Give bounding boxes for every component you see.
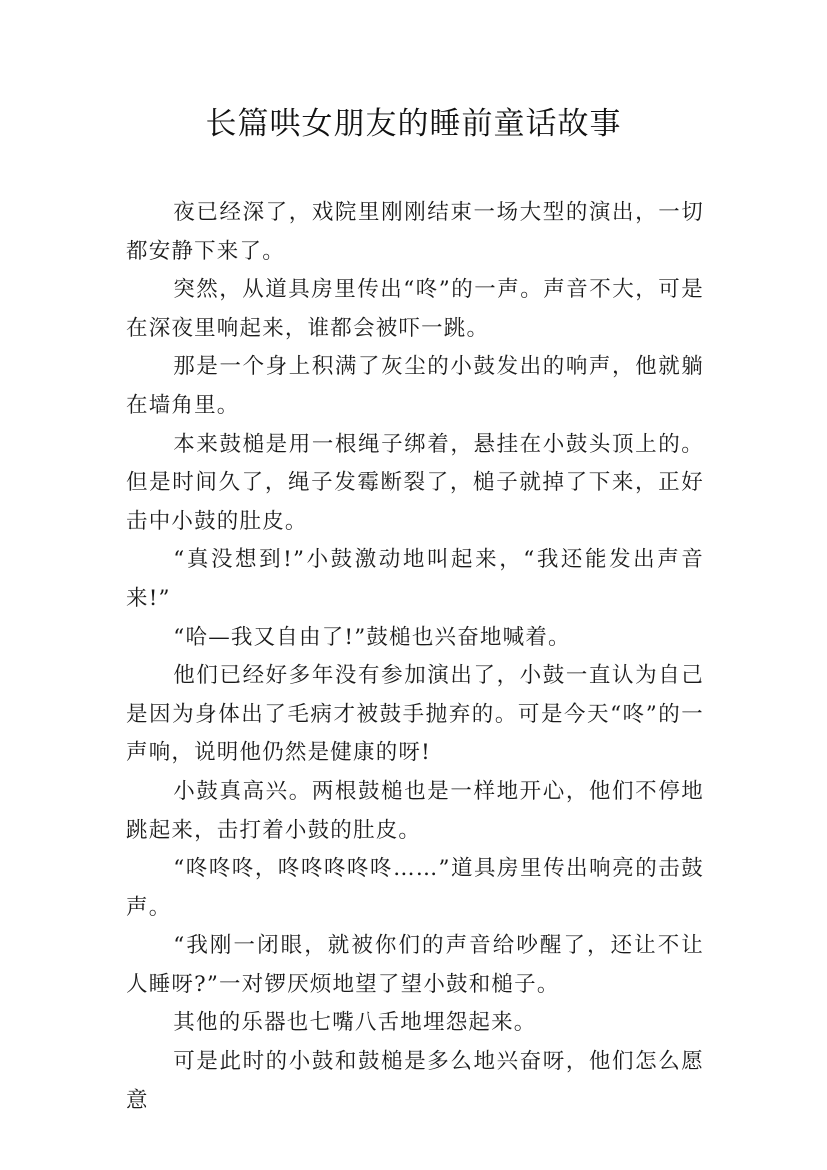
paragraph: 突然，从道具房里传出“咚”的一声。声音不大，可是在深夜里响起来，谁都会被吓一跳。 (126, 277, 704, 341)
paragraph: 其他的乐器也七嘴八舌地埋怨起来。 (173, 1010, 537, 1036)
paragraph: “我刚一闭眼，就被你们的声音给吵醒了，还让不让人睡呀?”一对锣厌烦地望了望小鼓和槌子。 (126, 933, 704, 997)
paragraph: 夜已经深了，戏院里刚刚结束一场大型的演出，一切都安静下来了。 (126, 200, 704, 264)
document-title: 长篇哄女朋友的睡前童话故事 (205, 106, 622, 142)
paragraph: 本来鼓槌是用一根绳子绑着，悬挂在小鼓头顶上的。但是时间久了，绳子发霉断裂了，槌子就掉了下来，正好击中小鼓的肚皮。 (126, 431, 704, 534)
paragraph: 可是此时的小鼓和鼓槌是多么地兴奋呀，他们怎么愿意 (126, 1049, 704, 1113)
document-body (126, 194, 704, 1120)
paragraph: 小鼓真高兴。两根鼓槌也是一样地开心，他们不停地跳起来，击打着小鼓的肚皮。 (126, 778, 704, 843)
paragraph: 那是一个身上积满了灰尘的小鼓发出的响声，他就躺在墙角里。 (126, 354, 704, 418)
paragraph: “哈—我又自由了!”鼓槌也兴奋地喊着。 (173, 624, 571, 650)
paragraph: “咚咚咚，咚咚咚咚咚……”道具房里传出响亮的击鼓声。 (126, 856, 704, 920)
paragraph: 他们已经好多年没有参加演出了，小鼓一直认为自己是因为身体出了毛病才被鼓手抛弃的。可是今天“咚”的一声响，说明他仍然是健康的呀! (126, 663, 704, 766)
paragraph: “真没想到!”小鼓激动地叫起来，“我还能发出声音来!” (126, 547, 704, 611)
